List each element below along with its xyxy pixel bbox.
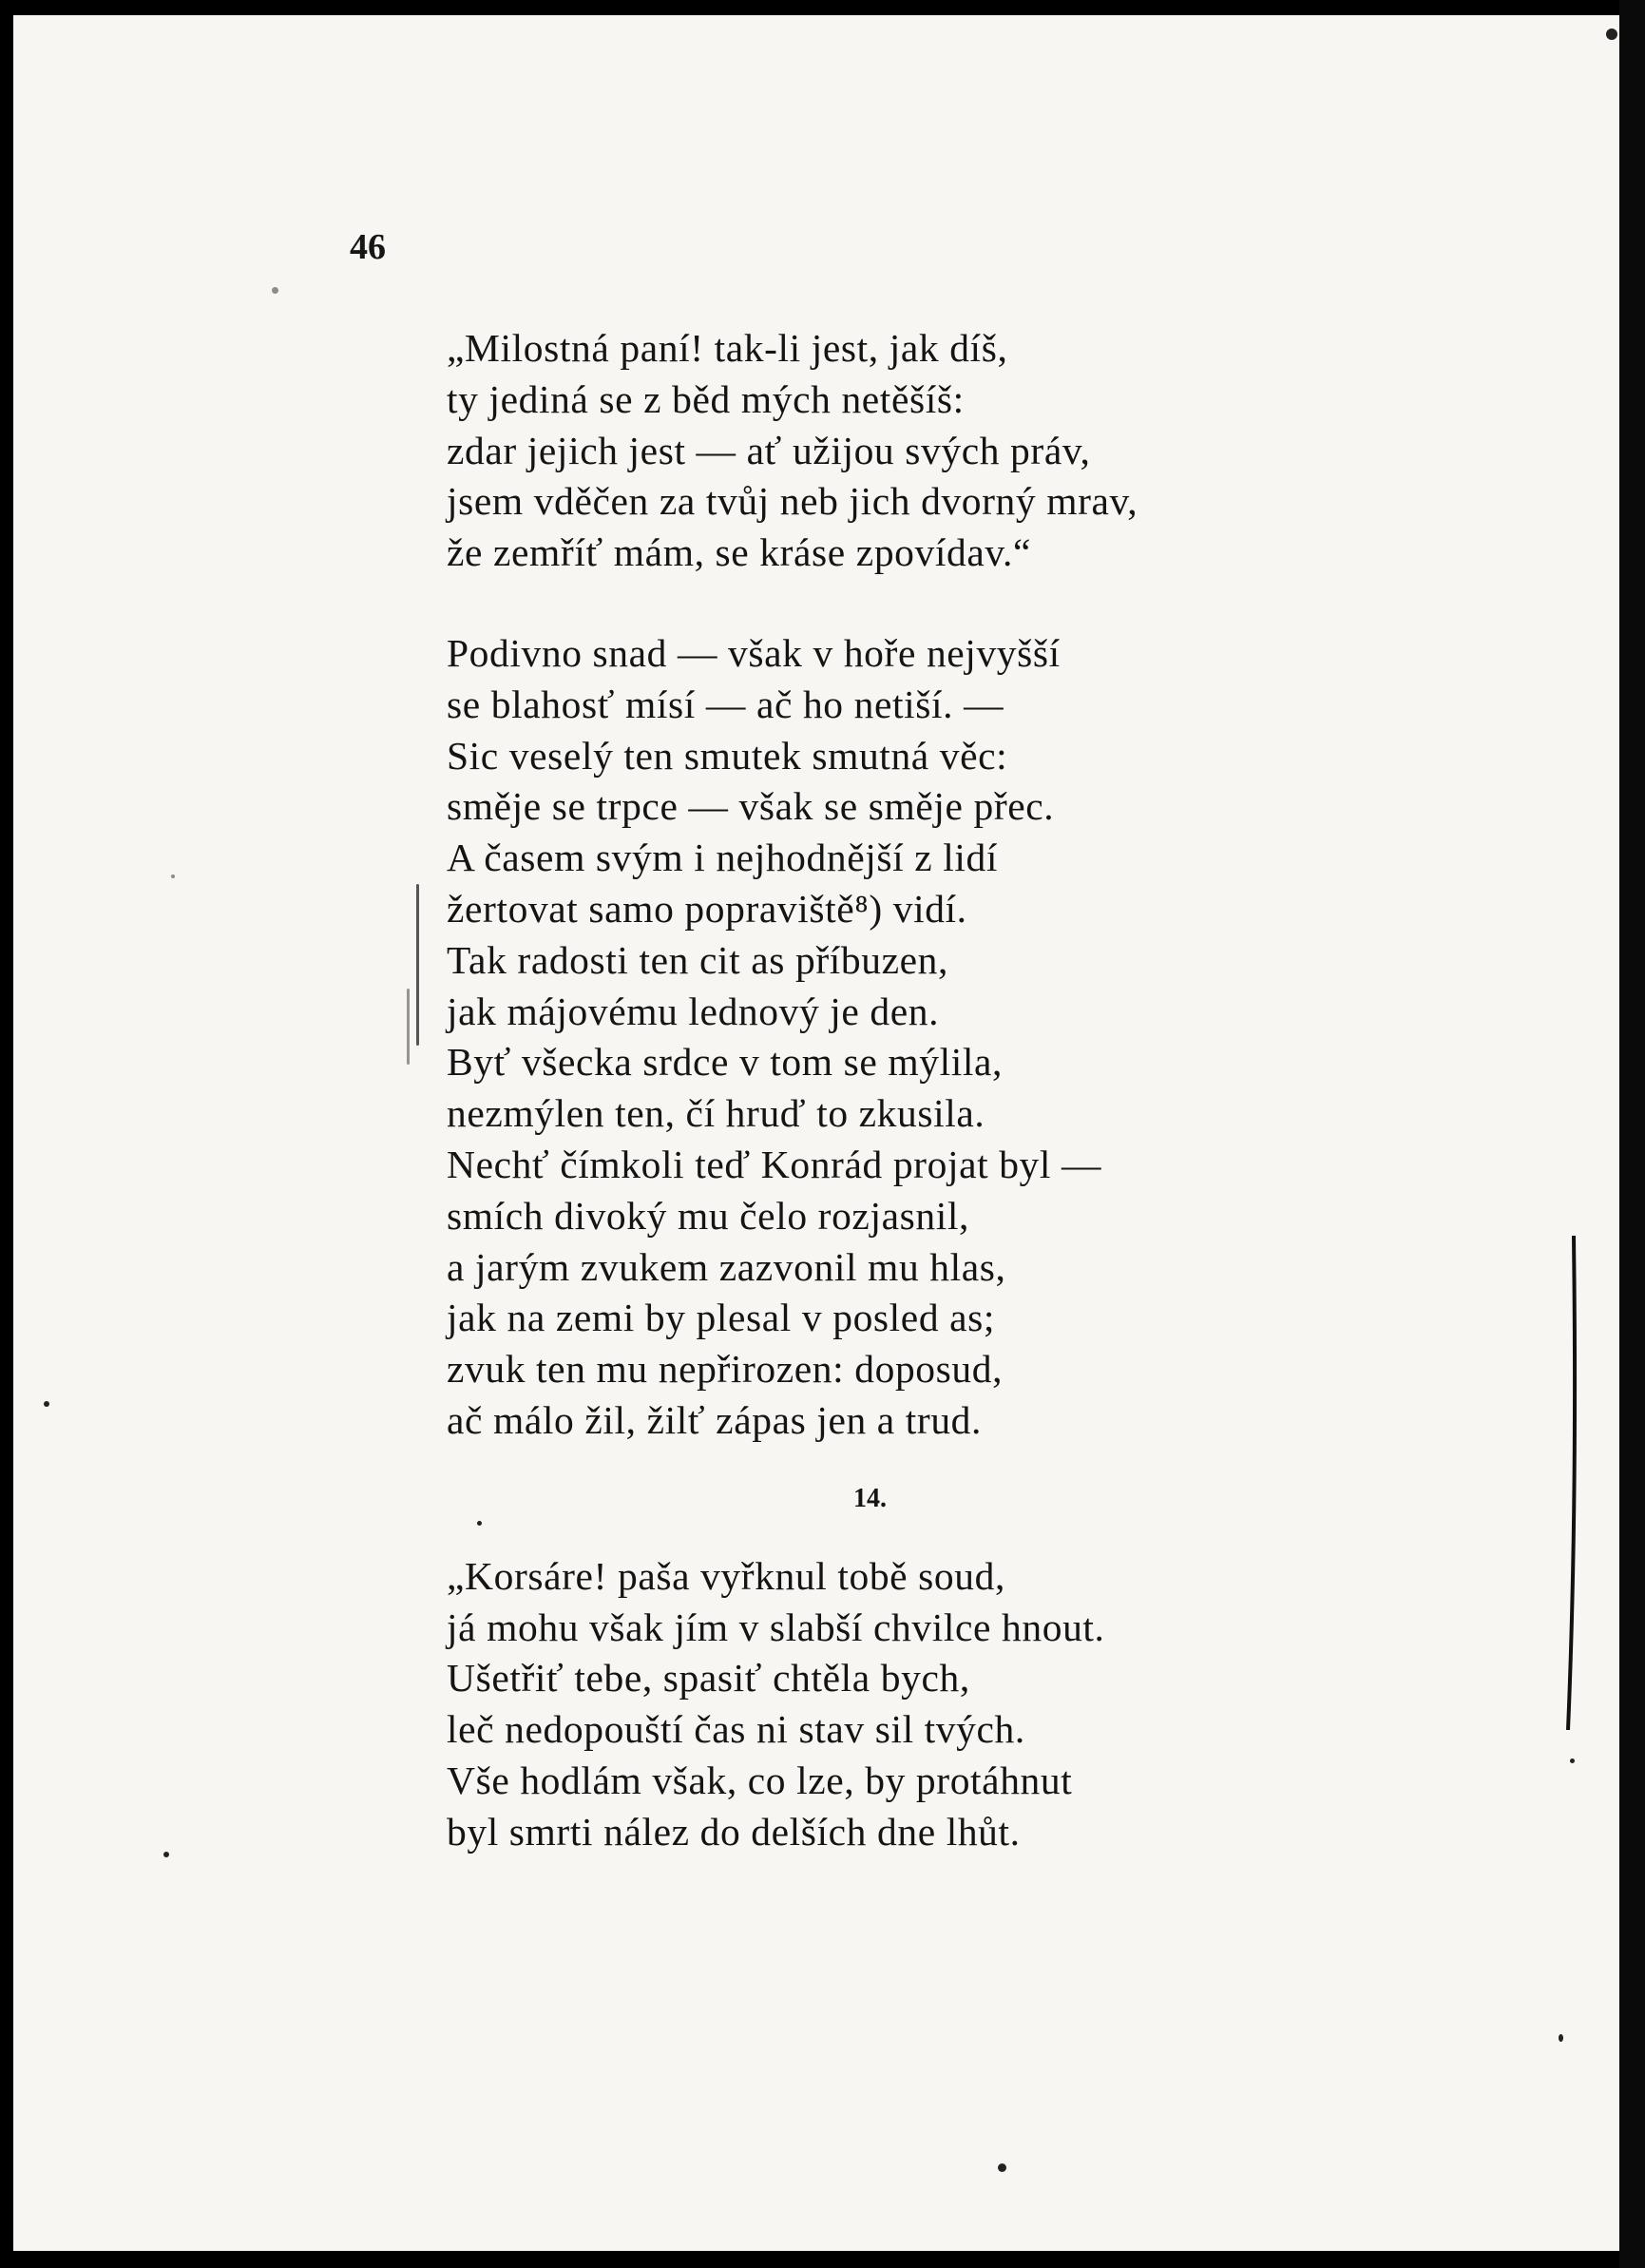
verse-line: „Korsáre! paša vyřknul tobě soud, (447, 1553, 1005, 1598)
verse-line: nezmýlen ten, čí hruď to zkusila. (447, 1091, 985, 1136)
pencil-mark (416, 884, 419, 1046)
verse-line: že zemříť mám, se kráse zpovídav.“ (447, 530, 1032, 575)
verse-line: A časem svým i nejhodnější z lidí (447, 836, 998, 880)
section-gap (447, 1447, 1397, 1473)
verse-line: se blahosť mísí — ač ho netiší. — (447, 682, 1004, 726)
verse-line: „Milostná paní! tak-li jest, jak díš, (447, 326, 1008, 370)
verse-line: jak na zemi by plesal v posled as; (447, 1296, 996, 1340)
verse-line: byl smrti nález do delších dne lhůt. (447, 1809, 1021, 1854)
verse-line: leč nedopouští čas ni stav sil tvých. (447, 1707, 1025, 1752)
verse-line: Sic veselý ten smutek smutná věc: (447, 733, 1008, 778)
verse-line: Byť všecka srdce v tom se mýlila, (447, 1040, 1003, 1085)
verse-line: zdar jejich jest — ať užijou svých práv, (447, 428, 1091, 472)
dust-speck (1606, 29, 1617, 40)
verse-line: Tak radosti ten cit as příbuzen, (447, 937, 948, 982)
verse-line: směje se trpce — však se směje přec. (447, 784, 1055, 829)
page-number: 46 (350, 227, 386, 267)
dust-speck (163, 1852, 169, 1857)
pencil-mark (407, 989, 410, 1065)
poem-text (447, 323, 1397, 1858)
dust-speck (1559, 2034, 1563, 2042)
section-number: 14. (853, 1483, 887, 1513)
verse-line: ač málo žil, žilť zápas jen a trud. (447, 1397, 983, 1442)
verse-line: Nechť čímkoli teď Konrád projat byl — (447, 1142, 1102, 1186)
stanza-3 (447, 1551, 1397, 1858)
verse-line: já mohu však jím v slabší chvilce hnout. (447, 1605, 1105, 1649)
dust-speck (998, 2163, 1006, 2172)
dust-speck (171, 875, 175, 878)
dust-speck (44, 1401, 49, 1407)
verse-line: Vše hodlám však, co lze, by protáhnut (447, 1758, 1073, 1802)
verse-line: a jarým zvukem zazvonil mu hlas, (447, 1244, 1006, 1289)
verse-line: jak májovému lednový je den. (447, 989, 940, 1033)
verse-line: žertovat samo popraviště⁸) vidí. (447, 886, 967, 931)
verse-line: Ušetřiť tebe, spasiť chtěla bych, (447, 1656, 970, 1701)
dust-speck (1570, 1759, 1575, 1763)
page-curl-shadow (1566, 1236, 1578, 1730)
stanza-gap (447, 579, 1397, 628)
dust-speck (477, 1521, 482, 1526)
dust-speck (272, 287, 278, 294)
verse-line: smích divoký mu čelo rozjasnil, (447, 1193, 969, 1238)
page-edge-shadow (1619, 0, 1645, 2268)
verse-line: zvuk ten mu nepřirozen: doposud, (447, 1347, 1004, 1392)
stanza-2 (447, 628, 1397, 1447)
section-gap (447, 1525, 1397, 1551)
stanza-1 (447, 323, 1397, 579)
verse-line: Podivno snad — však v hoře nejvyšší (447, 630, 1061, 675)
verse-line: ty jediná se z běd mých netěšíš: (447, 376, 965, 421)
verse-line: jsem vděčen za tvůj neb jich dvorný mrav, (447, 479, 1138, 524)
